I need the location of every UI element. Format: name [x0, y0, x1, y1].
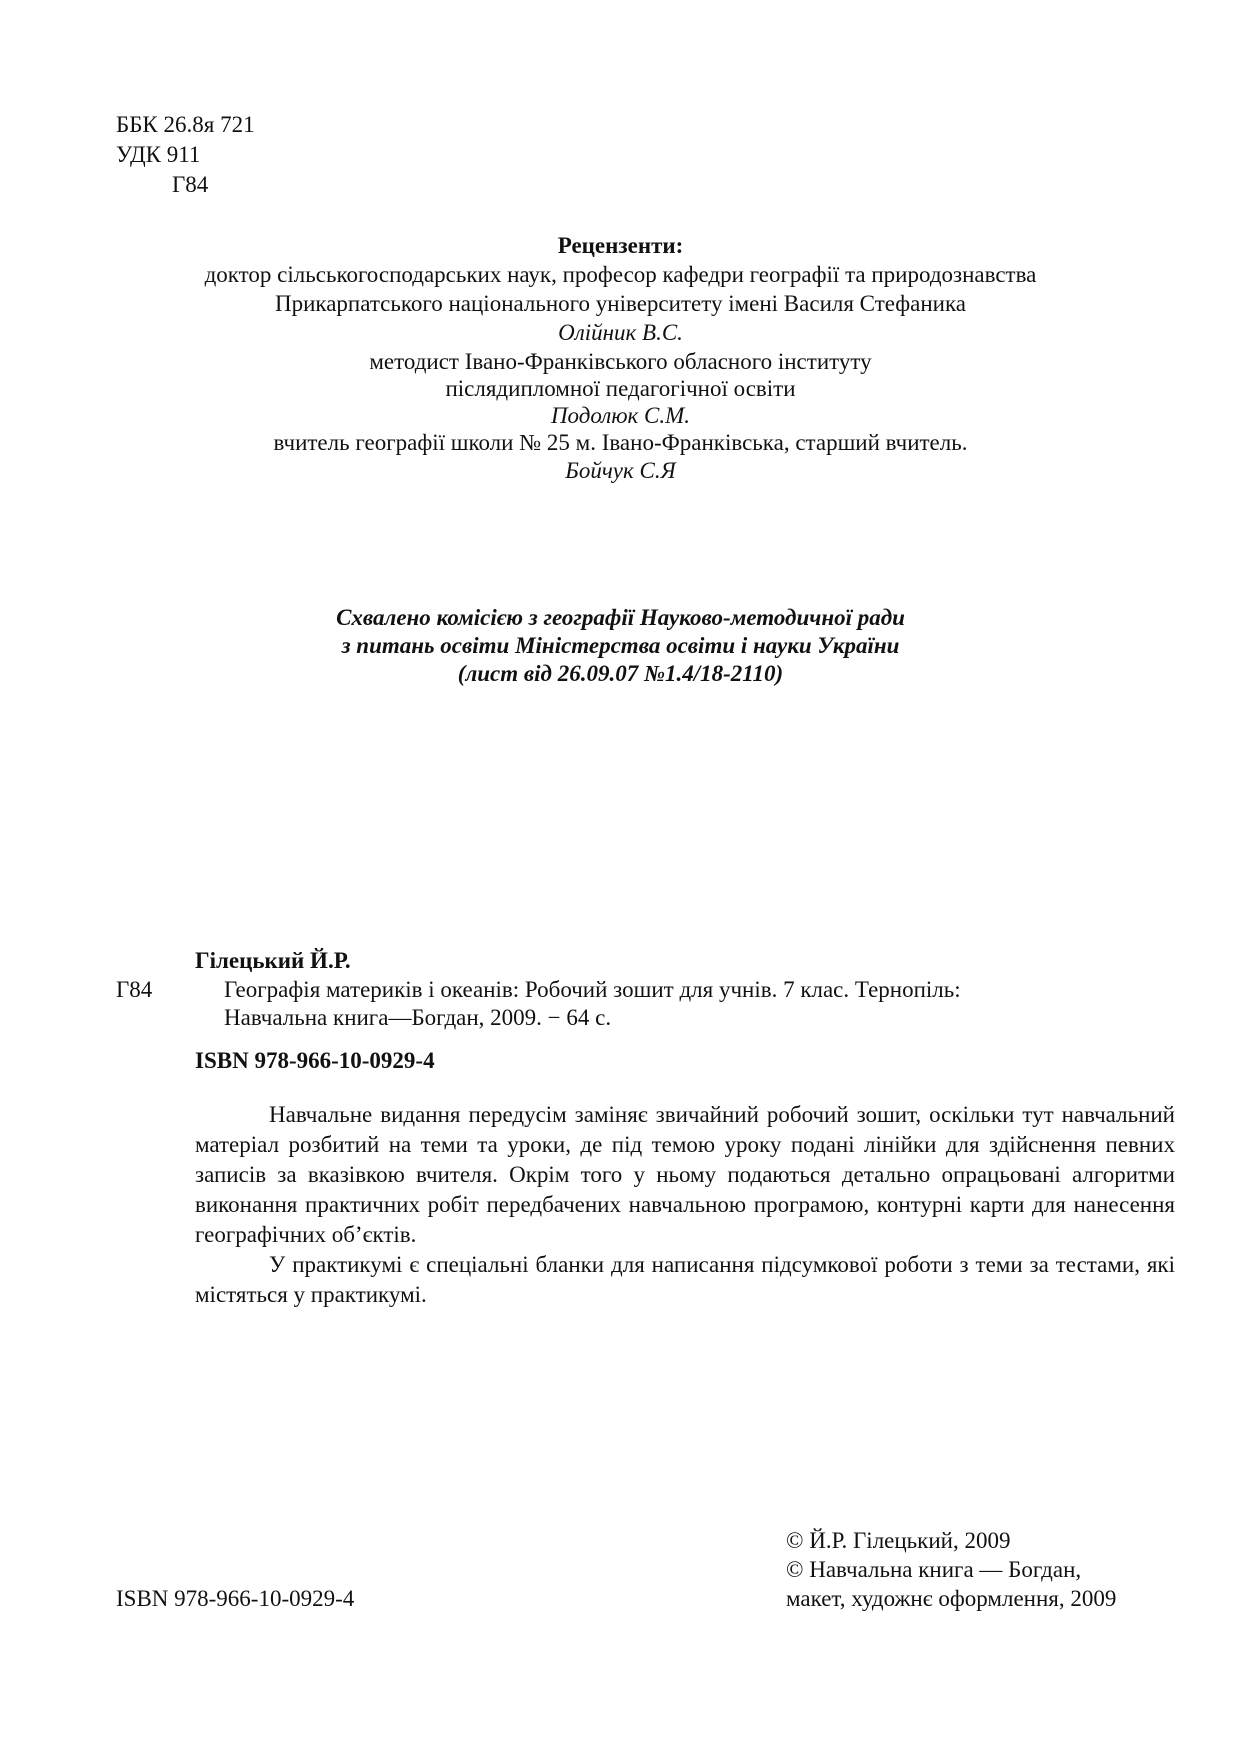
- reviewer-line: доктор сільськогосподарських наук, професор кафедри географії та природознавства: [204, 262, 1037, 287]
- approval-line: з питань освіти Міністерства освіти і науки України: [341, 633, 900, 658]
- approval-line: (лист від 26.09.07 №1.4/18-2110): [457, 661, 784, 686]
- bbk-code: ББК 26.8я 721: [116, 112, 255, 137]
- record-mark: Г84: [116, 977, 153, 1002]
- reviewer-name: Олійник В.С.: [558, 320, 683, 345]
- approval-line: Схвалено комісією з географії Науково-методичної ради: [336, 605, 905, 630]
- author-mark: Г84: [172, 172, 209, 197]
- book-author: Гілецький Й.Р.: [195, 948, 351, 973]
- reviewers-heading: Рецензенти:: [557, 233, 684, 258]
- annotation-paragraph: У практикумі є спеціальні бланки для написання підсумкової роботи з теми за тестами, які містяться у практикумі.: [195, 1252, 1175, 1307]
- isbn-bold: ISBN 978-966-10-0929-4: [195, 1048, 435, 1073]
- copyright-line: макет, художнє оформлення, 2009: [786, 1586, 1117, 1611]
- reviewer-name: Бойчук С.Я: [565, 458, 676, 483]
- book-title-line: Географія материків і океанів: Робочий зошит для учнів. 7 клас. Тернопіль:: [224, 977, 961, 1002]
- copyright-line: © Навчальна книга — Богдан,: [786, 1557, 1082, 1582]
- copyright-line: © Й.Р. Гілецький, 2009: [786, 1528, 1011, 1553]
- reviewer-line: Прикарпатського національного університету імені Василя Стефаника: [274, 291, 967, 316]
- reviewer-line: вчитель географії школи № 25 м. Івано-Франківська, старший вчитель.: [273, 430, 968, 455]
- annotation: [195, 1100, 1175, 1310]
- annotation-paragraph: Навчальне видання передусім заміняє звичайний робочий зошит, оскільки тут навчальний матеріал розбитий на теми та уроки, де під темою уроку подані лінійки для здійснення певних записів за вказівкою вчителя. Окрім того у ньому подаються детально опрацьовані алгоритми виконання практичних робіт передбачених навчальною програмою, контурні карти для нанесення географічних об’єктів.: [195, 1102, 1175, 1247]
- footer-isbn: ISBN 978-966-10-0929-4: [116, 1586, 355, 1611]
- book-title-line: Навчальна книга—Богдан, 2009. − 64 с.: [224, 1005, 612, 1030]
- reviewer-line: методист Івано-Франківського обласного інституту: [369, 349, 872, 374]
- udk-code: УДК 911: [116, 142, 201, 167]
- reviewer-line: післядипломної педагогічної освіти: [445, 376, 796, 401]
- reviewer-name: Подолюк С.М.: [550, 403, 691, 428]
